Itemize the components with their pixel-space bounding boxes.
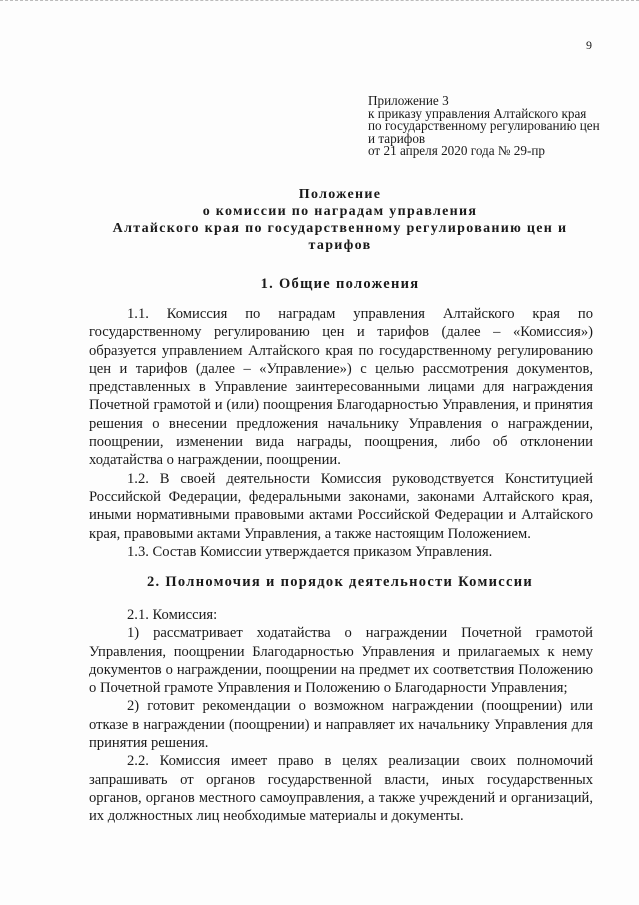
appendix-line: Приложение 3 xyxy=(368,93,449,108)
appendix-line: от 21 апреля 2020 года № 29-пр xyxy=(368,143,546,158)
scan-top-border xyxy=(0,0,639,3)
title-line: о комиссии по наградам управления xyxy=(202,204,478,219)
appendix-line: к приказу управления Алтайского края xyxy=(368,105,587,121)
appendix-line: и тарифов xyxy=(368,130,426,146)
paragraph: 1) рассматривает ходатайства о награждении Почетной грамотой Управления, поощрении Благодарностью Управления и прилагаемых к нему документов о награждении, поощрении на предмет их соответствия Положению о Почетной грамоте Управления и Положению о Благодарности Управления; xyxy=(89,625,593,697)
section-2-heading: 2. Полномочия и порядок деятельности Комиссии xyxy=(146,574,534,590)
appendix-line: по государственному регулированию цен xyxy=(368,118,600,133)
section-1-heading: 1. Общие положения xyxy=(260,276,420,292)
title-line: Алтайского края по государственному регулированию цен и xyxy=(112,221,568,236)
title-line: тарифов xyxy=(308,238,372,253)
paragraph: 1.2. В своей деятельности Комиссия руководствуется Конституцией Российской Федерации, федеральными законами, законами Алтайского края, иными нормативными правовыми актами Российской Федерации и Алтайского края, правовыми актами Управления, а также настоящим Положением. xyxy=(89,470,593,542)
paragraph: 1.3. Состав Комиссии утверждается приказом Управления. xyxy=(127,543,493,560)
paragraph: 2) готовит рекомендации о возможном награждении (поощрении) или отказе в награждении (поощрении) и направляет их начальнику Управления для принятия решения. xyxy=(89,698,593,752)
document-title xyxy=(60,186,620,254)
paragraph: 2.2. Комиссия имеет право в целях реализации своих полномочий запрашивать от органов государственной власти, иных государственных органов, органов местного самоуправления, а также учреждений и организаций, их должностных лиц необходимые материалы и документы. xyxy=(89,753,593,825)
appendix-block xyxy=(368,95,638,158)
section-1-body xyxy=(89,305,593,561)
paragraph: 2.1. Комиссия: xyxy=(127,607,218,623)
section-2-body xyxy=(89,606,593,826)
title-line: Положение xyxy=(298,187,382,202)
page-number: 9 xyxy=(586,38,592,52)
paragraph: 1.1. Комиссия по наградам управления Алтайского края по государственному регулированию цен и тарифов (далее – «Комиссия») образуется управлением Алтайского края по государственному регулированию цен и тарифов (далее – «Управление») с целью рассмотрения документов, представленных в Управление заинтересованными лицами для награждения Почетной грамотой и (или) поощрения Благодарностью Управления, и принятия решения о внесении предложения начальнику Управления о награждении, поощрении, изменении вида награды, поощрения, либо об отклонении ходатайства о награждении, поощрении. xyxy=(89,306,593,469)
